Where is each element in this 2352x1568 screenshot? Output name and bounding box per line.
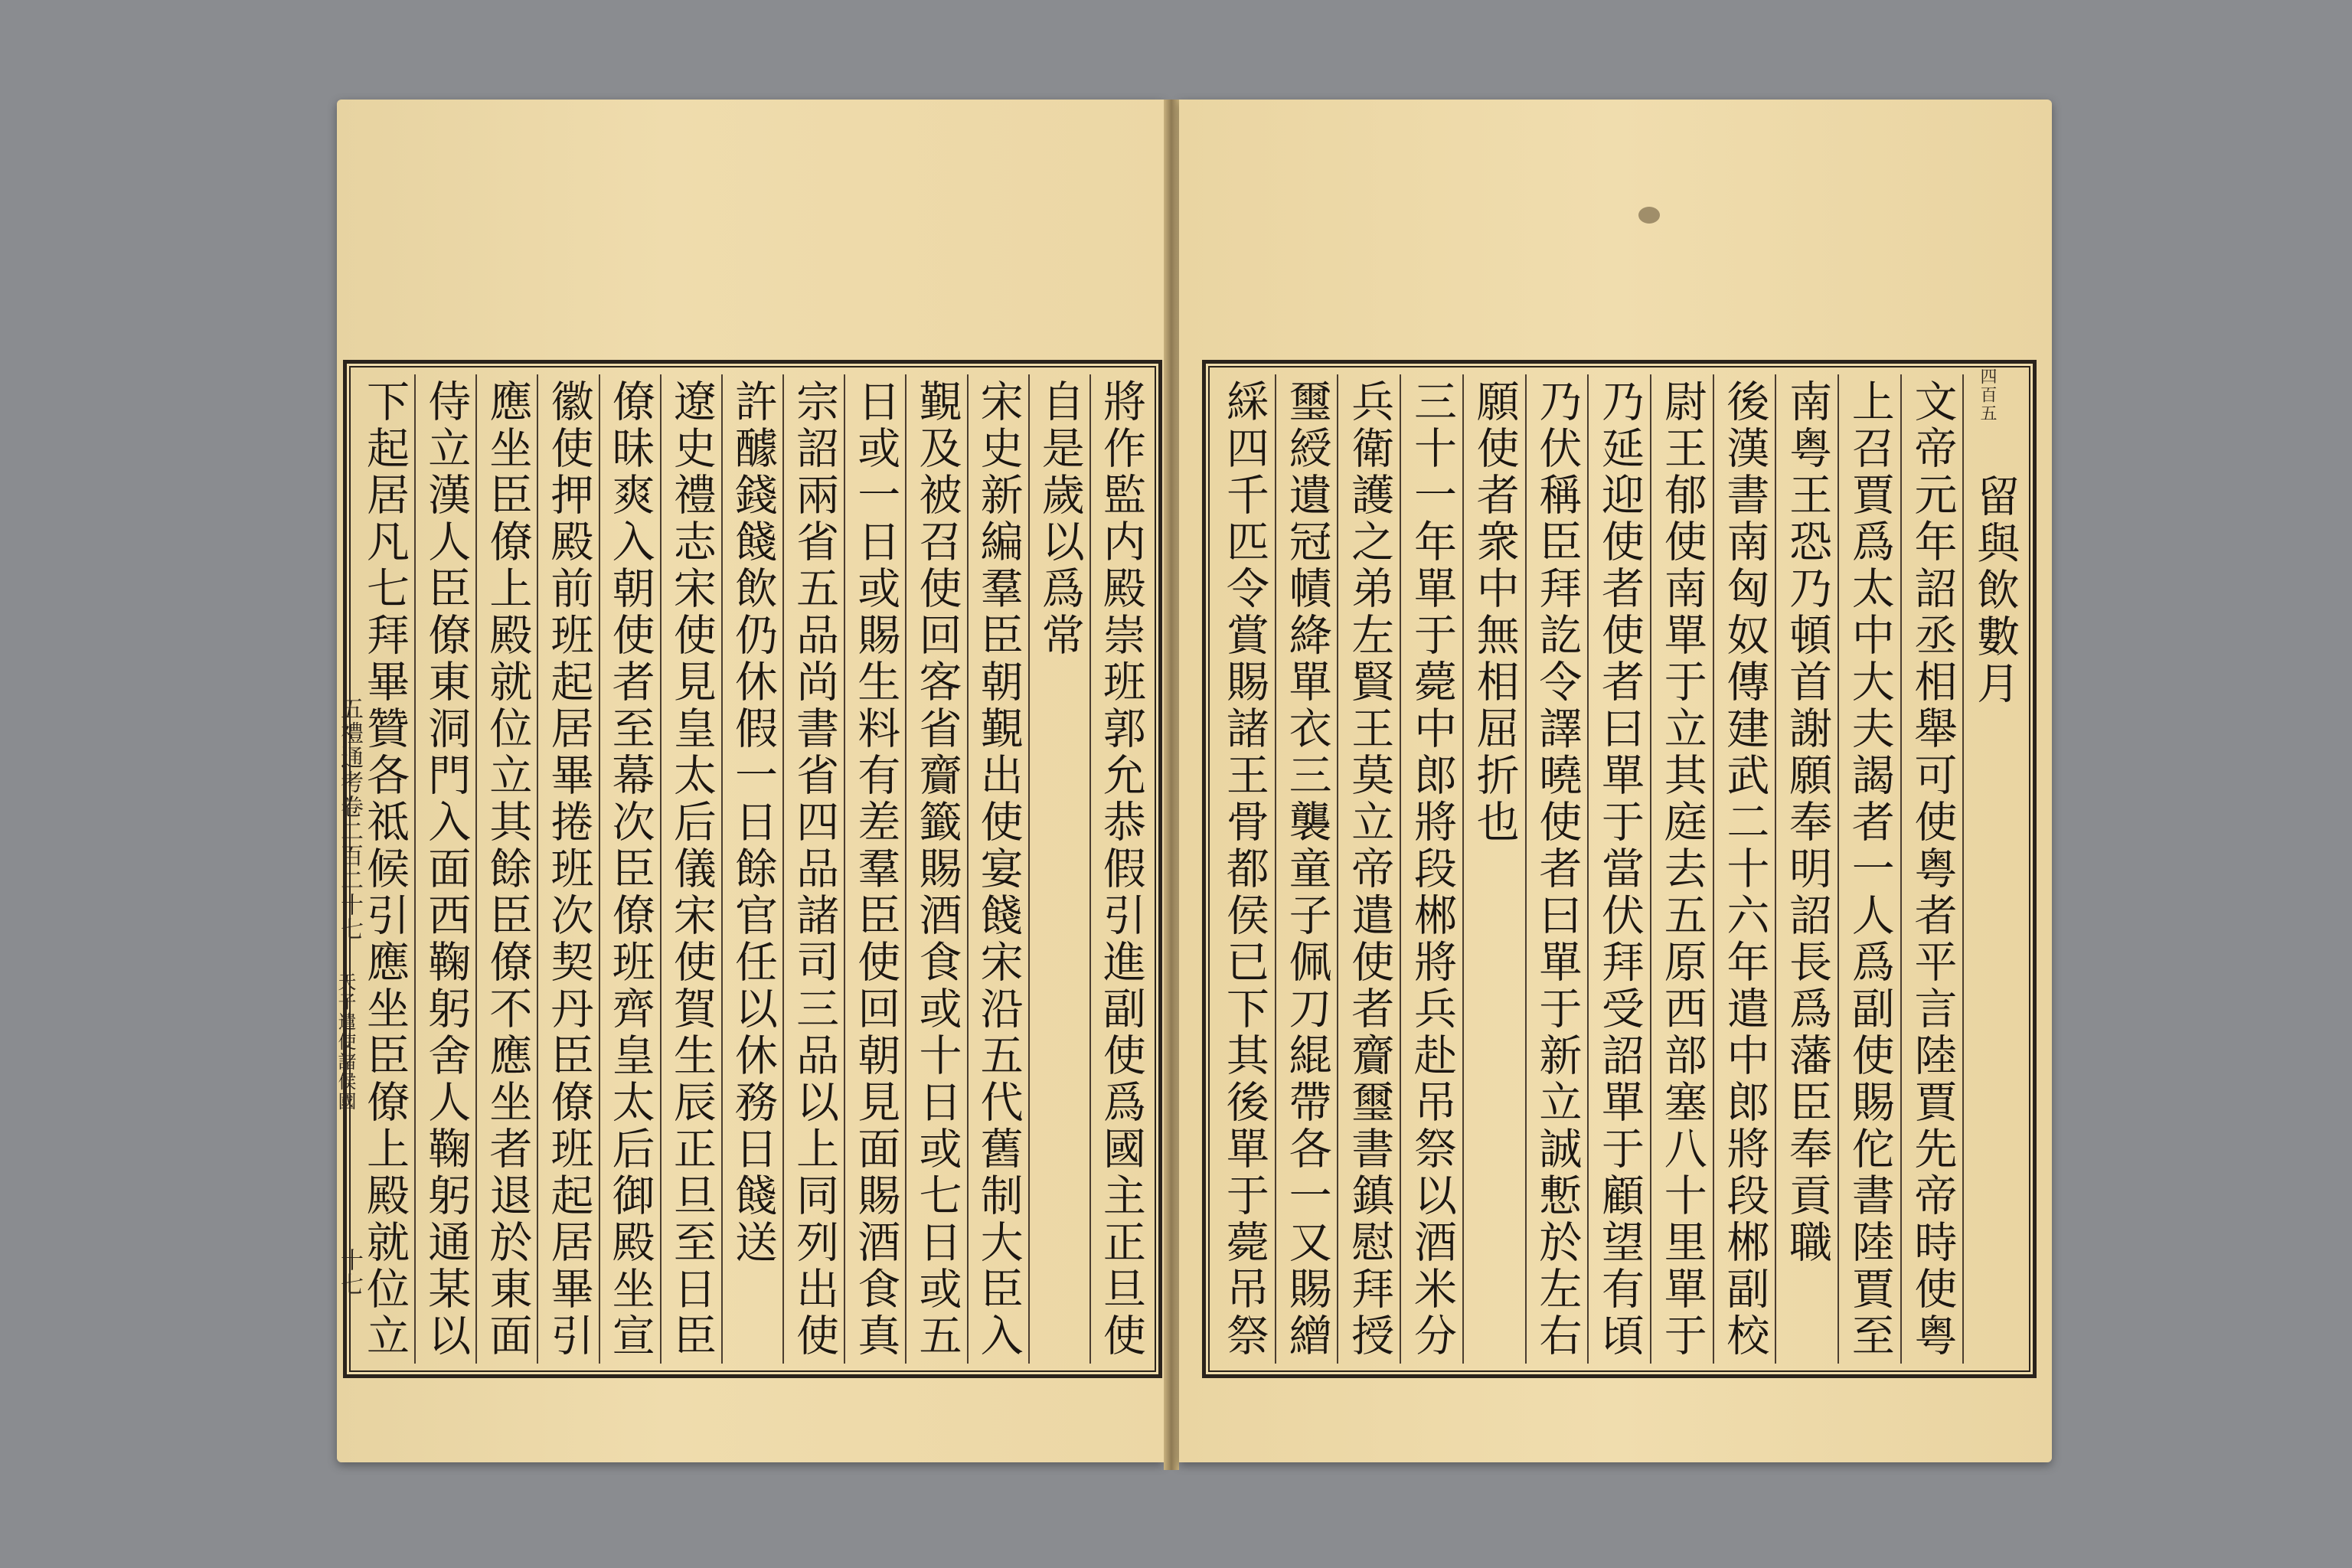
- paper-stain: [1638, 207, 1660, 224]
- left-column-text: 宋史新編羣臣朝覲出使宴餞宋沿五代舊制大臣入: [973, 379, 1024, 1360]
- left-column: [537, 374, 598, 1364]
- left-column: [414, 374, 475, 1364]
- right-column-text: 乃延迎使者使者曰單于當伏拜受詔單于顧望有頃: [1595, 379, 1645, 1360]
- right-column-text: 文帝元年詔丞相舉可使粤者平言陸賈先帝時使粤: [1907, 379, 1958, 1360]
- right-column: [1838, 374, 1900, 1364]
- right-column-text: 綵四千匹令賞賜諸王骨都侯已下其後單于薨吊祭: [1219, 379, 1269, 1360]
- right-column-text: 兵衛護之弟左賢王莫立帝遣使者齎璽書鎮慰拜授: [1344, 379, 1395, 1360]
- right-column: [1337, 374, 1400, 1364]
- left-margin-title: 五禮通考卷二百二十七: [336, 697, 363, 942]
- left-column-text: 下起居凡七拜畢贊各祗候引應坐臣僚上殿就位立: [360, 379, 410, 1360]
- left-column: [844, 374, 905, 1364]
- right-column: [1400, 374, 1462, 1364]
- right-page: [1179, 100, 2052, 1462]
- left-column: [475, 374, 537, 1364]
- left-column-text: 應坐臣僚上殿就位立其餘臣僚不應坐者退於東面: [482, 379, 533, 1360]
- left-text-frame: [343, 360, 1162, 1378]
- left-column-text: 遼史禮志宋使見皇太后儀宋使賀生辰正旦至日臣: [666, 379, 717, 1360]
- left-column-text: 侍立漢人臣僚東洞門入面西鞠躬舍人鞠躬通某以: [421, 379, 472, 1360]
- right-columns: [1214, 374, 2025, 1364]
- right-column: [1962, 374, 2025, 1364]
- left-column-text: 自是歲以爲常: [1034, 379, 1085, 659]
- left-column: [660, 374, 721, 1364]
- right-column: [1650, 374, 1713, 1364]
- right-column: [1775, 374, 1838, 1364]
- left-column-text: 將作監内殿崇班郭允恭假引進副使爲國主正旦使: [1096, 379, 1146, 1360]
- right-column: [1525, 374, 1588, 1364]
- right-column: [1587, 374, 1650, 1364]
- left-column: [599, 374, 660, 1364]
- right-column-text: 三十一年單于薨中郎將段郴將兵赴吊祭以酒米分: [1406, 379, 1457, 1360]
- left-columns: [354, 374, 1151, 1364]
- left-column: [1028, 374, 1089, 1364]
- left-column-text: 僚昧爽入朝使者至幕次臣僚班齊皇太后御殿坐宣: [605, 379, 655, 1360]
- left-column-text: 徽使押殿前班起居畢捲班次契丹臣僚班起居畢引: [544, 379, 594, 1360]
- right-column-text: 留與飲數月: [1970, 474, 2020, 707]
- book-spread: [337, 100, 2052, 1478]
- left-column: [905, 374, 966, 1364]
- right-column-text: 上召賈爲太中大夫謁者一人爲副使賜佗書陸賈至: [1844, 379, 1895, 1360]
- right-column-text: 後漢書南匈奴傳建武二十六年遣中郎將段郴副校: [1720, 379, 1770, 1360]
- left-margin-page: 十七: [336, 1248, 363, 1297]
- right-column: [1900, 374, 1963, 1364]
- left-column-text: 覲及被召使回客省齎籤賜酒食或十日或七日或五: [912, 379, 962, 1360]
- right-column: [1275, 374, 1338, 1364]
- left-page: [337, 100, 1164, 1462]
- right-column: [1462, 374, 1525, 1364]
- right-column: [1713, 374, 1775, 1364]
- right-column-text: 尉王郁使南單于立其庭去五原西部塞八十里單于: [1657, 379, 1707, 1360]
- book-gutter: [1164, 100, 1179, 1470]
- right-column-text: 南粤王恐乃頓首謝願奉明詔長爲藩臣奉貢職: [1782, 379, 1833, 1266]
- right-text-frame: [1202, 360, 2037, 1378]
- right-column-text: 願使者衆中無相屈折也: [1469, 379, 1520, 846]
- left-column: [782, 374, 844, 1364]
- left-margin-section: 天子遣使諸侯國: [335, 972, 356, 1112]
- left-column: [721, 374, 782, 1364]
- left-column: [1089, 374, 1151, 1364]
- right-column-text: 璽綬遺冠幘絳單衣三襲童子佩刀緄帶各一又賜繒: [1282, 379, 1332, 1360]
- left-column-text: 宗詔兩省五品尚書省四品諸司三品以上同列出使: [789, 379, 840, 1360]
- left-column: [967, 374, 1028, 1364]
- right-column-text: 乃伏稱臣拜訖令譯曉使者曰單于新立誠慙於左右: [1532, 379, 1583, 1360]
- right-margin-page-number: 四百五: [1978, 368, 1997, 423]
- left-column-text: 日或一日或賜生料有差羣臣使回朝見面賜酒食真: [851, 379, 901, 1360]
- right-column: [1214, 374, 1275, 1364]
- left-column-text: 許醵錢餞飲仍休假一日餘官任以休務日餞送: [727, 379, 778, 1266]
